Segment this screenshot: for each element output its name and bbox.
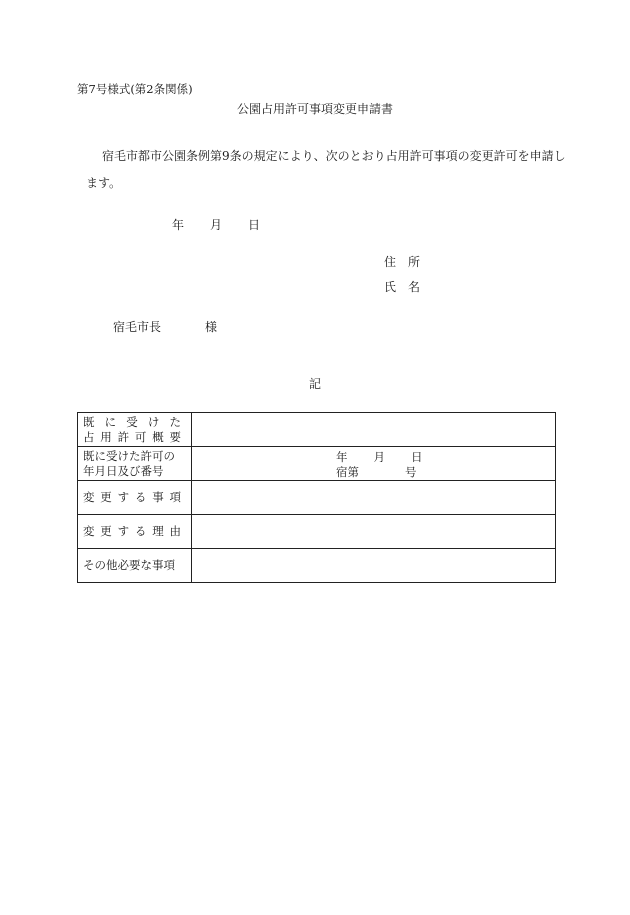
table-row [78, 481, 556, 515]
label-char: け [147, 414, 160, 429]
body-text-line-1: 宿毛市都市公園条例第9条の規定により、次のとおり占用許可事項の変更許可を申請し [102, 149, 566, 163]
name-label: 氏 名 [384, 280, 421, 294]
label-char: 要 [169, 429, 181, 444]
address-label: 住 所 [384, 255, 421, 269]
form-number: 第7号様式(第2条関係) [77, 82, 193, 96]
label-char: す [117, 524, 130, 538]
label-char: 受 [126, 414, 138, 429]
value-permit-date-number[interactable] [192, 447, 556, 481]
table-row [78, 413, 556, 447]
label-char: 更 [100, 524, 112, 538]
label-char: 占 [83, 429, 95, 444]
label-line: 年月日及び番号 [83, 463, 164, 478]
date-year-label: 年 [172, 218, 185, 232]
date-month-label: 月 [210, 218, 223, 232]
label-char: る [134, 490, 147, 504]
row-label-permit-date-number [78, 447, 192, 481]
label-char: 項 [169, 490, 181, 504]
label-char: す [117, 490, 130, 504]
permit-number-prefix: 宿第 [336, 465, 359, 479]
table-row [78, 447, 556, 481]
row-label-previous-permit-summary [78, 413, 192, 447]
label-line: 既に受けた許可の [83, 448, 175, 463]
document-title: 公園占用許可事項変更申請書 [236, 102, 393, 116]
label-char: 概 [152, 429, 164, 444]
label-char: 用 [100, 429, 112, 444]
label-char: 理 [152, 524, 164, 538]
date-day-label: 日 [248, 218, 261, 232]
label-char: 由 [169, 524, 181, 538]
label-char: 変 [83, 524, 95, 538]
label-char: 変 [83, 490, 95, 504]
ki-heading: 記 [308, 377, 321, 391]
label-char: 許 [117, 429, 130, 444]
table-row [78, 515, 556, 549]
row-label-other-items [78, 549, 192, 583]
addressee-honorific: 様 [205, 320, 218, 334]
label-char: に [104, 414, 117, 429]
value-change-items[interactable] [192, 481, 556, 515]
row-label-change-reason [78, 515, 192, 549]
permit-month-label: 月 [373, 450, 385, 464]
label-char: る [134, 524, 147, 538]
details-table [77, 412, 556, 583]
addressee [113, 321, 217, 333]
row-label-change-items [78, 481, 192, 515]
label-line: その他必要な事項 [83, 558, 175, 572]
table-row [78, 549, 556, 583]
label-char: た [169, 414, 181, 429]
value-other-items[interactable] [192, 549, 556, 583]
label-char: 更 [100, 490, 112, 504]
value-change-reason[interactable] [192, 515, 556, 549]
addressee-name: 宿毛市長 [113, 320, 162, 334]
label-char: 既 [83, 414, 95, 429]
label-char: 事 [152, 490, 164, 504]
body-text-line-2: ます。 [86, 176, 122, 190]
permit-year-label: 年 [336, 450, 348, 464]
permit-number-suffix: 号 [405, 465, 417, 479]
application-date [172, 219, 260, 231]
value-previous-permit-summary[interactable] [192, 413, 556, 447]
label-char: 可 [134, 429, 147, 444]
permit-day-label: 日 [411, 450, 423, 464]
